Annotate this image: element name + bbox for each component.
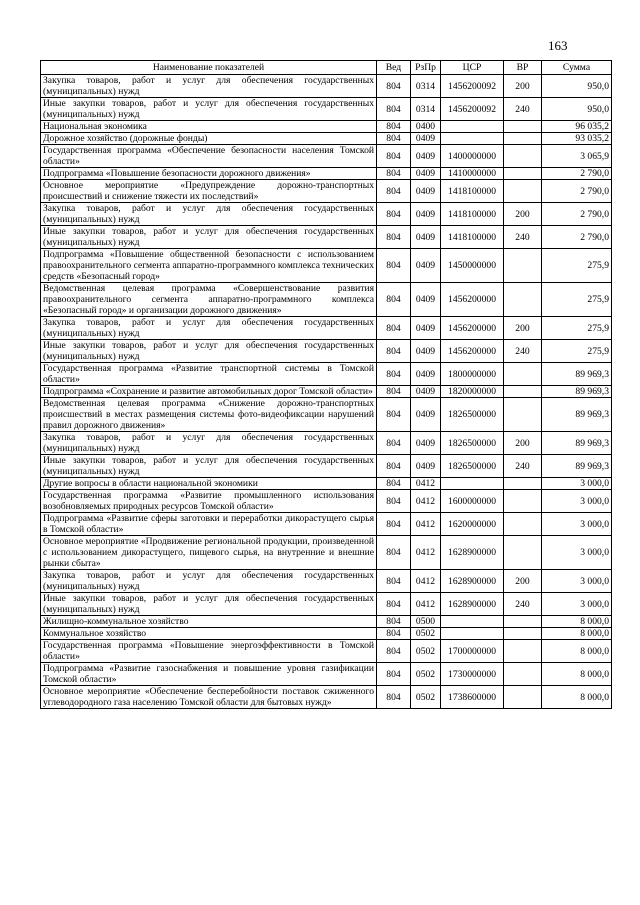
row-vr: 200: [504, 432, 542, 455]
table-row: [41, 283, 612, 317]
table-row: [41, 363, 612, 386]
row-vr: [504, 283, 542, 317]
row-vr: 240: [504, 455, 542, 478]
row-sum: 275,9: [542, 283, 612, 317]
row-name: Государственная программа «Развитие промышленного использования возобновляемых природных ресурсов Томской области»: [41, 490, 377, 513]
row-vr: [504, 616, 542, 628]
table-header-row: [41, 61, 612, 75]
row-sum: 96 035,2: [542, 121, 612, 133]
row-rzpr: 0409: [411, 180, 441, 203]
row-name: Государственная программа «Развитие транспортной системы в Томской области»: [41, 363, 377, 386]
row-vr: 240: [504, 98, 542, 121]
row-csr: 1456200000: [441, 340, 504, 363]
row-rzpr: 0502: [411, 640, 441, 663]
header-csr: ЦСР: [441, 61, 504, 75]
table-row: [41, 536, 612, 570]
row-rzpr: 0400: [411, 121, 441, 133]
header-rzpr: РзПр: [411, 61, 441, 75]
table-row: [41, 513, 612, 536]
row-name: Иные закупки товаров, работ и услуг для обеспечения государственных (муниципальных) нужд: [41, 98, 377, 121]
row-ved: 804: [377, 340, 411, 363]
row-ved: 804: [377, 317, 411, 340]
row-name: Ведомственная целевая программа «Снижение дорожно-транспортных происшествий в местах размещения системы фото-видеофиксации нарушений правил дорожного движения»: [41, 398, 377, 432]
row-ved: 804: [377, 432, 411, 455]
row-csr: [441, 628, 504, 640]
row-rzpr: 0409: [411, 168, 441, 180]
row-sum: 275,9: [542, 317, 612, 340]
row-vr: [504, 628, 542, 640]
header-vr: ВР: [504, 61, 542, 75]
row-name: Закупка товаров, работ и услуг для обеспечения государственных (муниципальных) нужд: [41, 570, 377, 593]
budget-table: [40, 60, 612, 709]
table-row: [41, 686, 612, 709]
row-sum: 89 969,3: [542, 432, 612, 455]
row-ved: 804: [377, 593, 411, 616]
row-csr: 1820000000: [441, 386, 504, 398]
row-csr: 1700000000: [441, 640, 504, 663]
row-csr: 1730000000: [441, 663, 504, 686]
row-sum: 89 969,3: [542, 398, 612, 432]
table-row: [41, 640, 612, 663]
row-ved: 804: [377, 226, 411, 249]
header-sum: Сумма: [542, 61, 612, 75]
row-name: Иные закупки товаров, работ и услуг для обеспечения государственных (муниципальных) нужд: [41, 593, 377, 616]
table-row: [41, 490, 612, 513]
row-ved: 804: [377, 616, 411, 628]
row-rzpr: 0409: [411, 432, 441, 455]
row-sum: 3 065,9: [542, 145, 612, 168]
row-csr: [441, 478, 504, 490]
row-ved: 804: [377, 478, 411, 490]
row-vr: [504, 386, 542, 398]
table-row: [41, 398, 612, 432]
table-row: [41, 226, 612, 249]
table-row: [41, 180, 612, 203]
row-ved: 804: [377, 363, 411, 386]
row-ved: 804: [377, 203, 411, 226]
row-vr: 240: [504, 593, 542, 616]
row-rzpr: 0412: [411, 478, 441, 490]
row-ved: 804: [377, 180, 411, 203]
row-ved: 804: [377, 455, 411, 478]
row-rzpr: 0409: [411, 455, 441, 478]
row-rzpr: 0502: [411, 686, 441, 709]
row-ved: 804: [377, 686, 411, 709]
row-ved: 804: [377, 283, 411, 317]
row-name: Дорожное хозяйство (дорожные фонды): [41, 133, 377, 145]
row-sum: 8 000,0: [542, 640, 612, 663]
row-vr: [504, 133, 542, 145]
row-sum: 2 790,0: [542, 203, 612, 226]
row-ved: 804: [377, 628, 411, 640]
row-name: Национальная экономика: [41, 121, 377, 133]
row-ved: 804: [377, 663, 411, 686]
row-name: Государственная программа «Обеспечение безопасности населения Томской области»: [41, 145, 377, 168]
row-sum: 2 790,0: [542, 168, 612, 180]
table-row: [41, 628, 612, 640]
table-row: [41, 663, 612, 686]
table-row: [41, 455, 612, 478]
row-csr: 1456200092: [441, 75, 504, 98]
row-vr: [504, 180, 542, 203]
row-rzpr: 0412: [411, 593, 441, 616]
row-vr: [504, 168, 542, 180]
row-sum: 3 000,0: [542, 490, 612, 513]
row-sum: 89 969,3: [542, 455, 612, 478]
header-name: Наименование показателей: [41, 61, 377, 75]
row-csr: 1450000000: [441, 249, 504, 283]
row-ved: 804: [377, 249, 411, 283]
row-csr: 1628900000: [441, 570, 504, 593]
table-row: [41, 121, 612, 133]
row-sum: 950,0: [542, 98, 612, 121]
row-rzpr: 0412: [411, 570, 441, 593]
row-sum: 950,0: [542, 75, 612, 98]
row-sum: 8 000,0: [542, 628, 612, 640]
row-csr: 1800000000: [441, 363, 504, 386]
row-ved: 804: [377, 513, 411, 536]
row-rzpr: 0409: [411, 226, 441, 249]
row-csr: 1826500000: [441, 455, 504, 478]
row-csr: 1826500000: [441, 398, 504, 432]
table-row: [41, 432, 612, 455]
row-vr: 240: [504, 340, 542, 363]
row-name: Иные закупки товаров, работ и услуг для обеспечения государственных (муниципальных) нужд: [41, 455, 377, 478]
row-sum: 89 969,3: [542, 363, 612, 386]
row-sum: 2 790,0: [542, 180, 612, 203]
row-name: Государственная программа «Повышение энергоэффективности в Томской области»: [41, 640, 377, 663]
table-row: [41, 386, 612, 398]
row-rzpr: 0412: [411, 536, 441, 570]
row-name: Закупка товаров, работ и услуг для обеспечения государственных (муниципальных) нужд: [41, 317, 377, 340]
row-ved: 804: [377, 145, 411, 168]
table-row: [41, 98, 612, 121]
row-csr: 1628900000: [441, 593, 504, 616]
row-sum: 3 000,0: [542, 478, 612, 490]
table-row: [41, 249, 612, 283]
row-sum: 2 790,0: [542, 226, 612, 249]
row-sum: 3 000,0: [542, 593, 612, 616]
row-rzpr: 0409: [411, 145, 441, 168]
row-ved: 804: [377, 121, 411, 133]
row-name: Иные закупки товаров, работ и услуг для обеспечения государственных (муниципальных) нужд: [41, 226, 377, 249]
row-ved: 804: [377, 640, 411, 663]
table-row: [41, 317, 612, 340]
row-rzpr: 0412: [411, 513, 441, 536]
table-row: [41, 478, 612, 490]
row-vr: [504, 145, 542, 168]
row-name: Основное мероприятие «Обеспечение бесперебойности поставок сжиженного углеводородного газа населению Томской области для бытовых нужд»: [41, 686, 377, 709]
row-name: Иные закупки товаров, работ и услуг для обеспечения государственных (муниципальных) нужд: [41, 340, 377, 363]
row-rzpr: 0409: [411, 249, 441, 283]
row-name: Закупка товаров, работ и услуг для обеспечения государственных (муниципальных) нужд: [41, 432, 377, 455]
row-sum: 8 000,0: [542, 663, 612, 686]
row-vr: [504, 536, 542, 570]
row-csr: [441, 121, 504, 133]
row-vr: [504, 513, 542, 536]
row-ved: 804: [377, 570, 411, 593]
row-ved: 804: [377, 75, 411, 98]
row-name: Коммунальное хозяйство: [41, 628, 377, 640]
row-ved: 804: [377, 490, 411, 513]
row-vr: [504, 663, 542, 686]
row-name: Подпрограмма «Сохранение и развитие автомобильных дорог Томской области»: [41, 386, 377, 398]
table-row: [41, 616, 612, 628]
row-sum: 8 000,0: [542, 616, 612, 628]
row-csr: 1418100000: [441, 180, 504, 203]
row-name: Жилищно-коммунальное хозяйство: [41, 616, 377, 628]
row-csr: 1418100000: [441, 226, 504, 249]
row-vr: 200: [504, 317, 542, 340]
row-csr: 1456200000: [441, 317, 504, 340]
row-csr: 1620000000: [441, 513, 504, 536]
row-csr: 1600000000: [441, 490, 504, 513]
row-name: Подпрограмма «Повышение безопасности дорожного движения»: [41, 168, 377, 180]
row-name: Ведомственная целевая программа «Совершенствование развития правоохранительного сегмента аппаратно-программного комплекса «Безопасный город» и организации дорожного движения»: [41, 283, 377, 317]
row-name: Подпрограмма «Развитие газоснабжения и повышение уровня газификации Томской области»: [41, 663, 377, 686]
row-vr: [504, 640, 542, 663]
row-vr: [504, 398, 542, 432]
page-number: 163: [548, 38, 568, 53]
row-ved: 804: [377, 133, 411, 145]
row-rzpr: 0409: [411, 386, 441, 398]
row-csr: 1826500000: [441, 432, 504, 455]
row-sum: 3 000,0: [542, 536, 612, 570]
row-csr: 1738600000: [441, 686, 504, 709]
row-vr: [504, 121, 542, 133]
row-name: Другие вопросы в области национальной экономики: [41, 478, 377, 490]
row-ved: 804: [377, 98, 411, 121]
row-vr: 200: [504, 570, 542, 593]
header-ved: Вед: [377, 61, 411, 75]
row-rzpr: 0409: [411, 317, 441, 340]
table-body: [41, 75, 612, 709]
table-row: [41, 145, 612, 168]
table-row: [41, 75, 612, 98]
row-rzpr: 0409: [411, 398, 441, 432]
row-csr: [441, 133, 504, 145]
row-sum: 275,9: [542, 340, 612, 363]
table-row: [41, 203, 612, 226]
row-ved: 804: [377, 536, 411, 570]
row-rzpr: 0409: [411, 203, 441, 226]
row-rzpr: 0409: [411, 340, 441, 363]
row-name: Основное мероприятие «Предупреждение дорожно-транспортных происшествий и снижение тяжести их последствий»: [41, 180, 377, 203]
table-row: [41, 570, 612, 593]
row-sum: 93 035,2: [542, 133, 612, 145]
table-row: [41, 593, 612, 616]
row-csr: 1410000000: [441, 168, 504, 180]
row-csr: 1628900000: [441, 536, 504, 570]
row-name: Основное мероприятие «Продвижение региональной продукции, произведенной с использованием дикорастущего, пищевого сырья, на внутренние и внешние рынки сбыта»: [41, 536, 377, 570]
row-vr: [504, 478, 542, 490]
table-row: [41, 133, 612, 145]
row-vr: 200: [504, 75, 542, 98]
row-sum: 3 000,0: [542, 513, 612, 536]
row-ved: 804: [377, 386, 411, 398]
row-rzpr: 0314: [411, 98, 441, 121]
row-rzpr: 0409: [411, 133, 441, 145]
row-vr: [504, 363, 542, 386]
row-name: Подпрограмма «Развитие сферы заготовки и переработки дикорастущего сырья в Томской области»: [41, 513, 377, 536]
row-csr: 1418100000: [441, 203, 504, 226]
row-rzpr: 0409: [411, 283, 441, 317]
row-sum: 89 969,3: [542, 386, 612, 398]
row-vr: [504, 686, 542, 709]
row-sum: 275,9: [542, 249, 612, 283]
row-vr: [504, 249, 542, 283]
row-sum: 3 000,0: [542, 570, 612, 593]
row-csr: 1456200000: [441, 283, 504, 317]
row-vr: 240: [504, 226, 542, 249]
row-vr: 200: [504, 203, 542, 226]
row-ved: 804: [377, 168, 411, 180]
row-name: Подпрограмма «Повышение общественной безопасности с использованием правоохранительного сегмента аппаратно-программного комплекса технических средств «Безопасный город»: [41, 249, 377, 283]
row-rzpr: 0502: [411, 663, 441, 686]
row-name: Закупка товаров, работ и услуг для обеспечения государственных (муниципальных) нужд: [41, 203, 377, 226]
row-csr: [441, 616, 504, 628]
table-row: [41, 168, 612, 180]
row-rzpr: 0500: [411, 616, 441, 628]
row-rzpr: 0409: [411, 363, 441, 386]
row-rzpr: 0502: [411, 628, 441, 640]
row-name: Закупка товаров, работ и услуг для обеспечения государственных (муниципальных) нужд: [41, 75, 377, 98]
table-row: [41, 340, 612, 363]
row-sum: 8 000,0: [542, 686, 612, 709]
row-csr: 1456200092: [441, 98, 504, 121]
row-csr: 1400000000: [441, 145, 504, 168]
row-rzpr: 0314: [411, 75, 441, 98]
row-ved: 804: [377, 398, 411, 432]
row-rzpr: 0412: [411, 490, 441, 513]
row-vr: [504, 490, 542, 513]
